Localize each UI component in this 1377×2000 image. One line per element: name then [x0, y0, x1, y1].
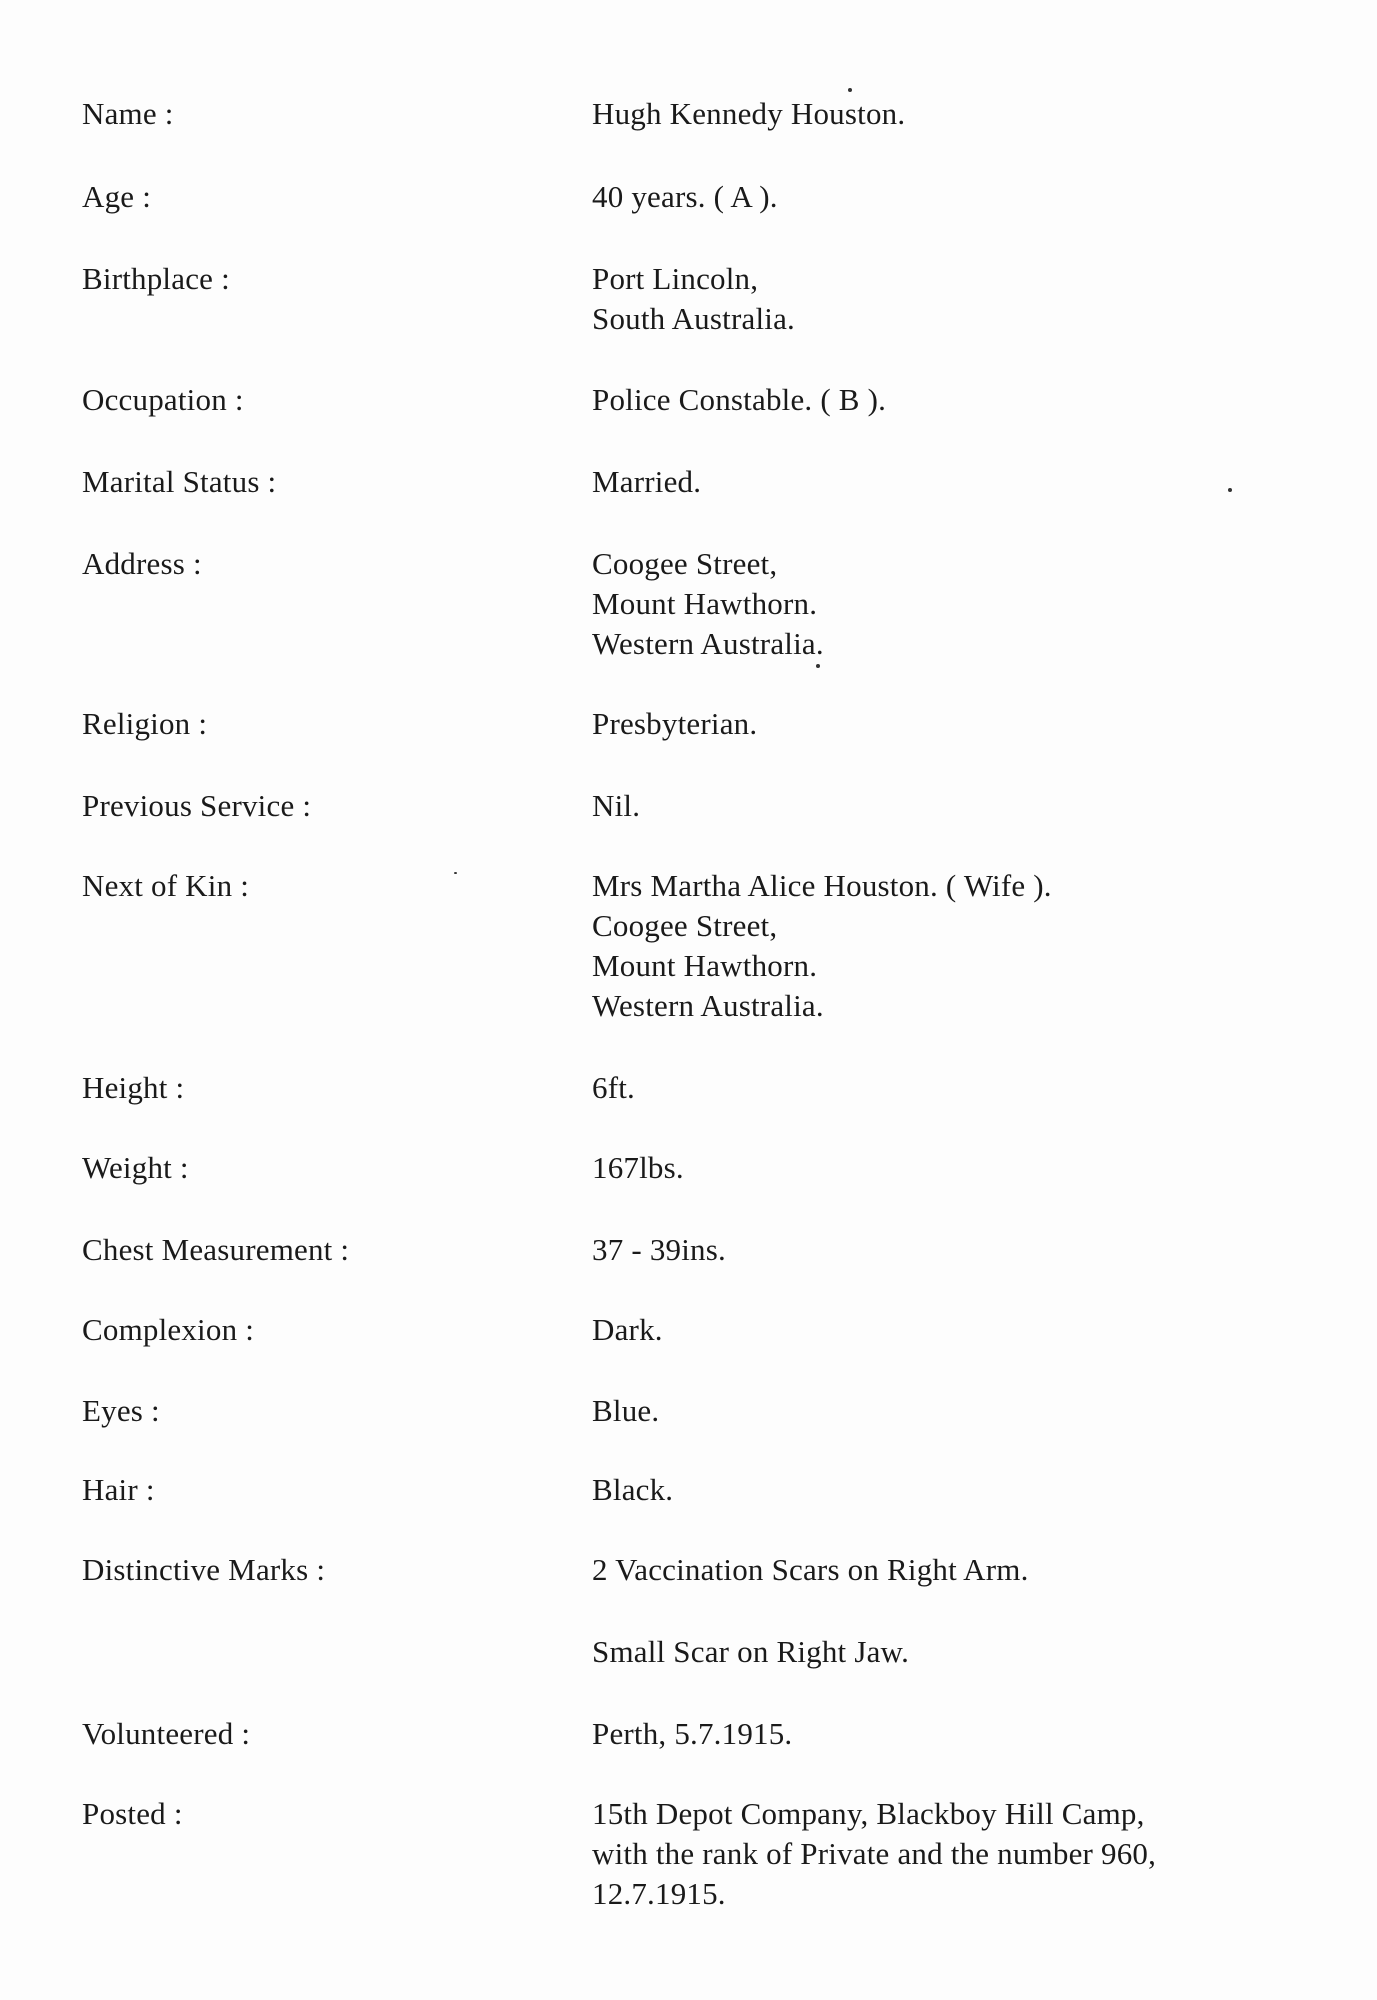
field-label: Name : [82, 96, 174, 131]
value-line: Blue. [592, 1393, 660, 1428]
field-value [592, 1310, 663, 1350]
value-line: Presbyterian. [592, 706, 758, 741]
field-label: Marital Status : [82, 464, 277, 499]
field-value [592, 1068, 635, 1108]
field-label: Eyes : [82, 1393, 160, 1428]
value-line: Mount Hawthorn. [592, 586, 818, 621]
field-value [592, 1550, 1029, 1590]
field-value [592, 1148, 684, 1188]
scan-speck [816, 664, 820, 668]
value-line: 37 - 39ins. [592, 1232, 726, 1267]
value-line: 6ft. [592, 1070, 635, 1105]
value-line: Small Scar on Right Jaw. [592, 1634, 910, 1669]
value-line: Mrs Martha Alice Houston. ( Wife ). [592, 868, 1052, 903]
field-label: Previous Service : [82, 788, 312, 823]
value-line: Married. [592, 464, 702, 499]
field-value [592, 94, 905, 134]
value-line: Police Constable. ( B ). [592, 382, 887, 417]
field-value [592, 544, 824, 664]
field-value [592, 1794, 1156, 1914]
field-value [592, 1714, 792, 1754]
field-label: Religion : [82, 706, 208, 741]
value-line: Coogee Street, [592, 546, 778, 581]
value-line: South Australia. [592, 301, 795, 336]
field-label: Volunteered : [82, 1716, 251, 1751]
field-label: Hair : [82, 1472, 155, 1507]
field-label: Birthplace : [82, 261, 230, 296]
field-label: Complexion : [82, 1312, 255, 1347]
field-value [592, 1391, 659, 1431]
value-line: Western Australia. [592, 988, 824, 1023]
value-line: 15th Depot Company, Blackboy Hill Camp, [592, 1796, 1145, 1831]
value-line: Mount Hawthorn. [592, 948, 818, 983]
value-line: Port Lincoln, [592, 261, 759, 296]
field-label: Weight : [82, 1150, 189, 1185]
value-line: 167lbs. [592, 1150, 684, 1185]
value-line: 2 Vaccination Scars on Right Arm. [592, 1552, 1029, 1587]
scan-speck [848, 88, 852, 92]
field-value [592, 1632, 909, 1672]
field-value [592, 704, 757, 744]
value-line: Coogee Street, [592, 908, 778, 943]
value-line: with the rank of Private and the number 960, [592, 1836, 1157, 1871]
field-value [592, 1230, 726, 1270]
field-value [592, 1470, 673, 1510]
scan-speck [454, 872, 457, 874]
scan-speck [1228, 488, 1232, 492]
value-line: Black. [592, 1472, 674, 1507]
value-line: Hugh Kennedy Houston. [592, 96, 906, 131]
field-value [592, 866, 1052, 1026]
field-label: Distinctive Marks : [82, 1552, 326, 1587]
field-label: Address : [82, 546, 202, 581]
field-label: Age : [82, 179, 152, 214]
value-line: Dark. [592, 1312, 663, 1347]
value-line: 40 years. ( A ). [592, 179, 778, 214]
field-value [592, 259, 795, 339]
field-label: Occupation : [82, 382, 244, 417]
field-label: Height : [82, 1070, 185, 1105]
field-value [592, 462, 701, 502]
field-value [592, 177, 778, 217]
field-label: Chest Measurement : [82, 1232, 350, 1267]
value-line: 12.7.1915. [592, 1876, 726, 1911]
value-line: Perth, 5.7.1915. [592, 1716, 793, 1751]
field-value [592, 380, 886, 420]
value-line: Western Australia. [592, 626, 824, 661]
field-label: Next of Kin : [82, 868, 250, 903]
field-value [592, 786, 640, 826]
field-label: Posted : [82, 1796, 183, 1831]
value-line: Nil. [592, 788, 641, 823]
